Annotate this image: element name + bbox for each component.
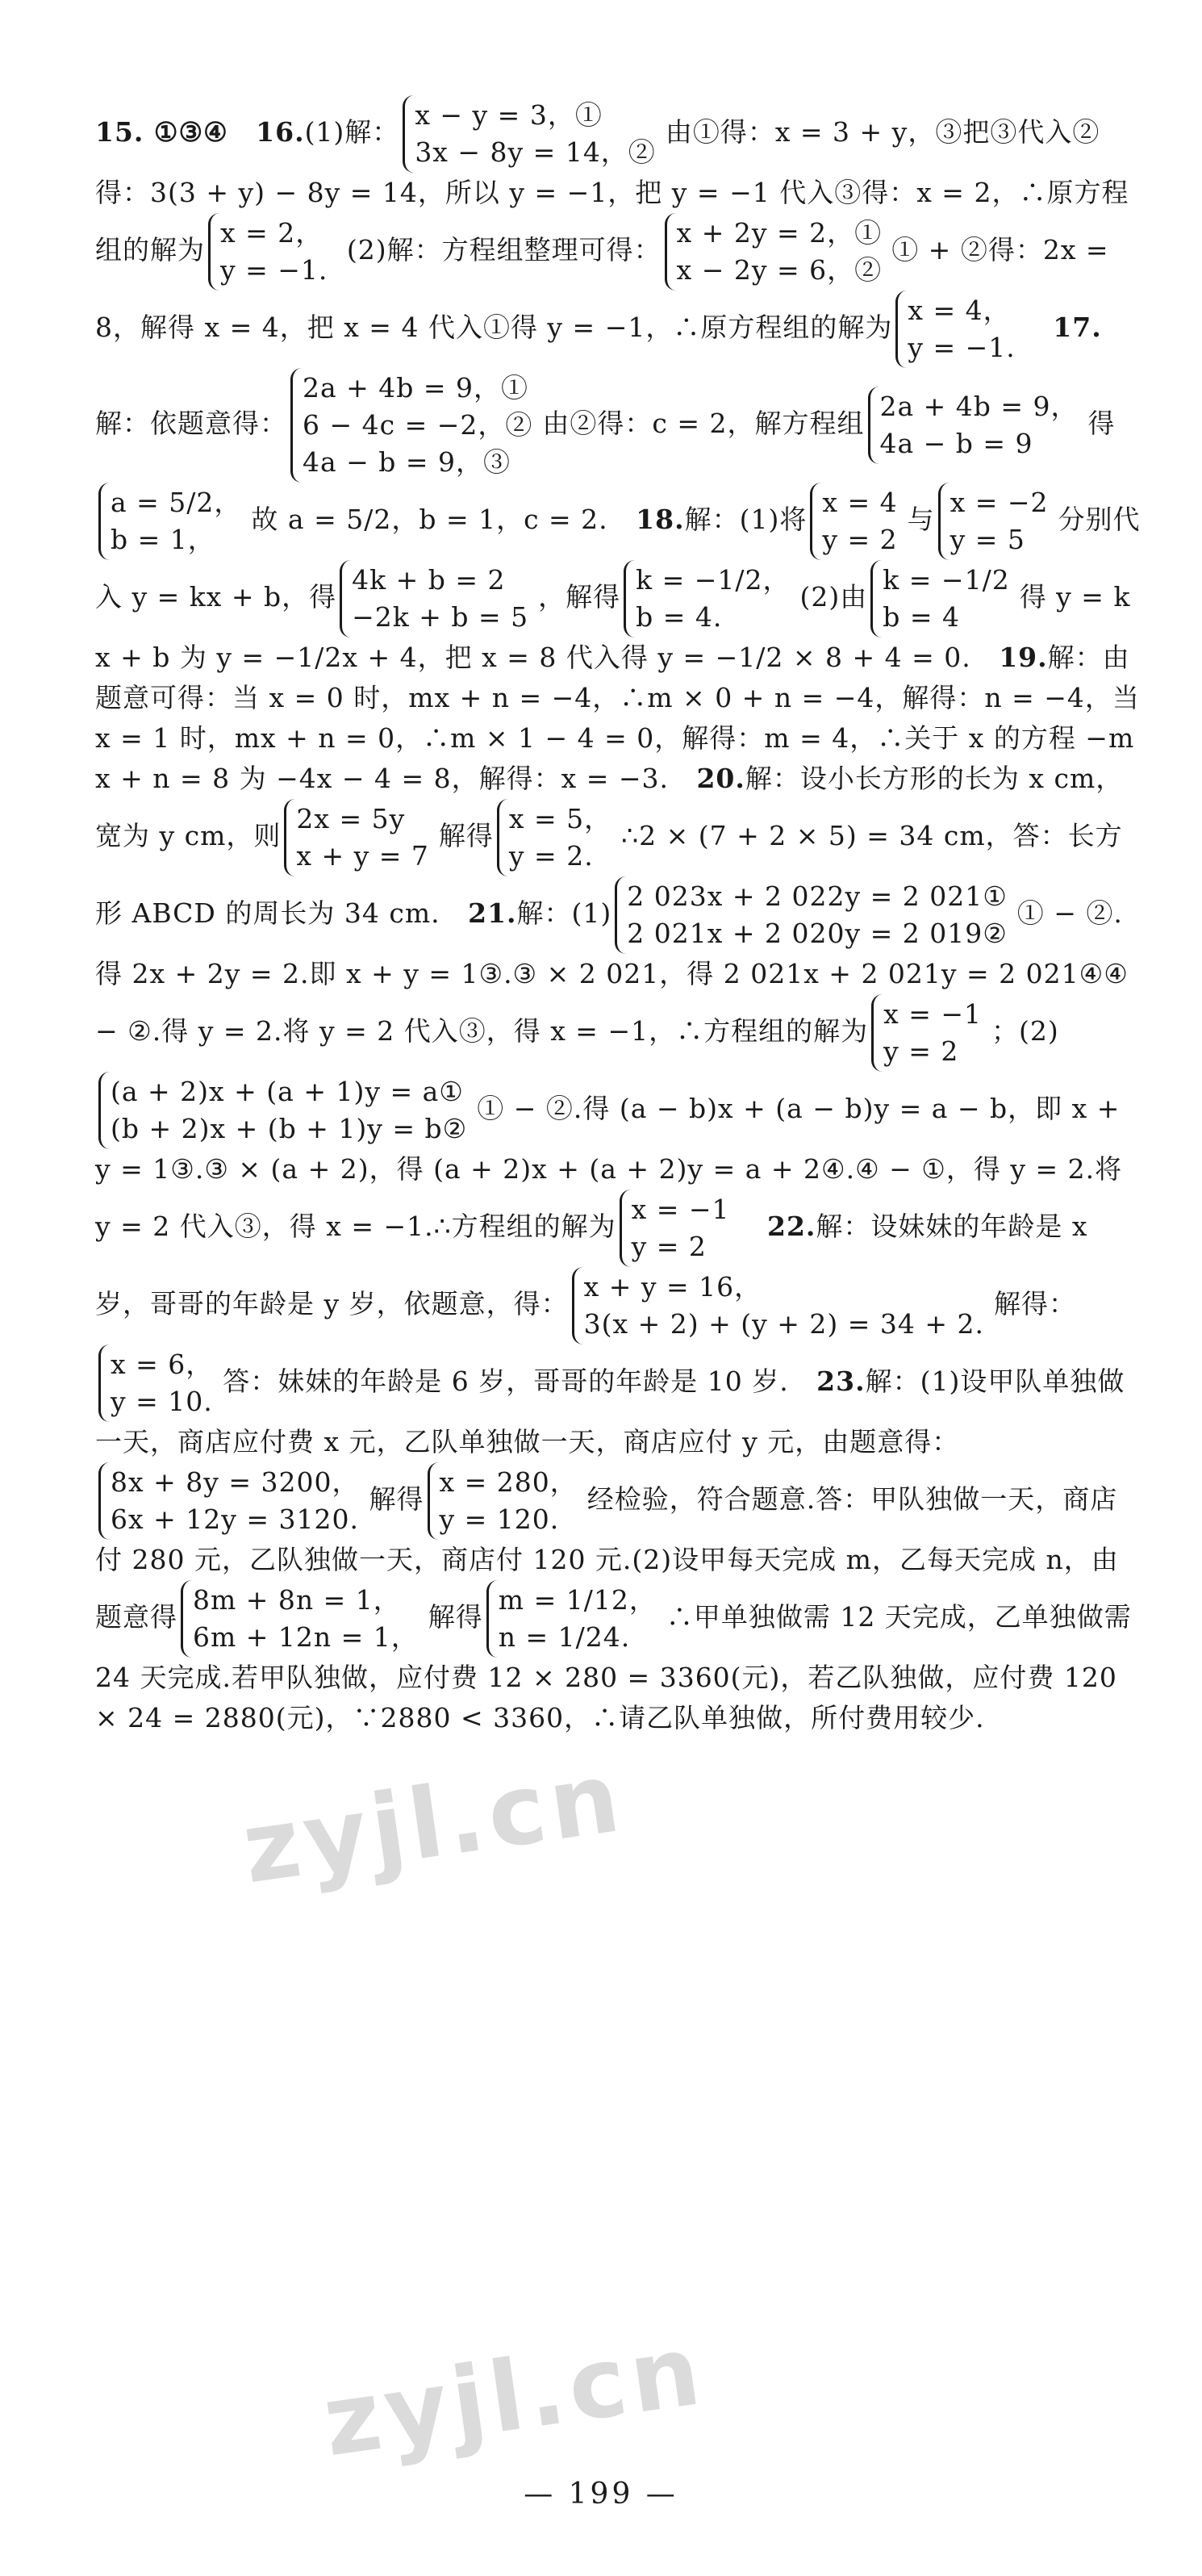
equation-line: b = 4. [636,601,723,633]
equation-line: 8m + 8n = 1， [193,1584,401,1616]
equation-system [340,560,535,638]
equation-line: x = −1 [631,1194,730,1225]
equation-line: b = 1， [111,524,215,555]
answer-21-text: 解：(1) [516,897,612,929]
answer-23-text: 解：(1)设甲队单独做一天，商店应付费 x 元，乙队单独做一天，商店应付 y 元，由题意得： [95,1365,1125,1457]
equation-line: m = 1/12， [498,1584,657,1616]
equation-line: 6m + 12n = 1， [193,1621,419,1653]
equation-line: y = 2 [822,524,898,555]
answer-23-number: 23. [816,1365,866,1397]
equation-line: 2a + 4b = 9，① [303,372,529,404]
solution-system [98,483,248,560]
answer-18-text: (2)由 [799,581,868,613]
answer-16-text: 由①得：x = 3 + y，③把③代入②得：3(3 + y) − 8y = 14，所以 y = −1，把 y = −1 代入③得：x = 2，∴原方程组的解为 [95,116,1129,266]
equation-system [98,1072,474,1149]
equation-line: x + y = 7 [296,840,429,872]
equation-line: x = −1 [883,998,982,1030]
equation-line: 4a − b = 9 [879,428,1033,459]
answer-21-text: ；(2) [991,1015,1059,1047]
answer-18-text: 与 [907,504,935,535]
answer-18-text: ，解得 [538,581,621,613]
equation-line: x + y = 16， [583,1271,762,1303]
answer-18-number: 18. [636,504,685,535]
equation-line: x = 5， [508,803,612,834]
solution-system [624,560,796,638]
equation-system [181,1580,425,1658]
equation-line: 6 − 4c = −2，② [303,409,533,441]
equation-line: (b + 2)x + (b + 1)y = b② [111,1113,468,1144]
solution-system [870,560,1016,638]
answer-16-text: (1)解： [304,116,400,148]
answer-20-text: 解：设小长方形的长为 x cm，宽为 y cm，则 [95,763,1124,851]
equation-line: a = 5/2， [111,487,242,518]
answer-15: 15. ①③④ [95,116,228,148]
equation-line: n = 1/24. [498,1621,631,1653]
answer-23-text: 经检验，符合题意.答：甲队独做一天，商店付 280 元，乙队独做一天，商店付 120 元.(2)设甲每天完成 m，乙每天完成 n，由题意得 [95,1483,1119,1633]
equation-line: x = 4， [908,295,1011,326]
answer-18-text: 得 y = kx + b 为 y = −1/2x + 4，把 x = 8 代入得 y = −1/2 × 8 + 4 = 0. [95,581,1131,673]
equation-line: x = −2 [949,487,1049,518]
answer-16-text: ① + ②得：2x = 8，解得 x = 4，把 x = 4 代入①得 y = −1，∴原方程组的解为 [95,234,1119,343]
solution-system [428,1462,584,1540]
equation-line: y = 2 [631,1231,707,1262]
equation-line: 8x + 8y = 3200， [111,1466,360,1498]
page-number: — 199 — [524,2478,678,2511]
equation-system [615,876,1014,954]
equation-line: 3x − 8y = 14，② [415,136,656,168]
answer-22-text: 答：妹妹的年龄是 6 岁，哥哥的年龄是 10 岁. [223,1365,789,1397]
equation-line: y = −1. [908,332,1016,363]
solution-system [98,1344,219,1422]
equation-line: y = 2 [883,1035,959,1067]
equation-line: (a + 2)x + (a + 1)y = a① [111,1076,464,1107]
answer-16-text: (2)解：方程组整理可得： [346,234,662,266]
answer-18-text: 分别代入 y = kx + b，得 [95,504,1141,613]
solution-system [871,994,988,1072]
equation-line: x = 280， [439,1466,578,1498]
answer-20-text: 解得 [438,820,494,851]
equation-system [572,1267,991,1344]
equation-line: y = 2. [508,840,594,872]
equation-line: x − 2y = 6，② [676,254,883,286]
equation-system [290,368,539,483]
answer-21-number: 21. [468,897,517,929]
solution-system [486,1580,663,1658]
equation-line: x = 6， [111,1349,214,1380]
equation-line: 2x = 5y [296,803,406,834]
answer-18-text: 解：(1)将 [684,504,808,535]
answer-17-text: 故 a = 5/2，b = 1，c = 2. [251,504,608,535]
equation-line: y = 5 [949,524,1025,555]
answer-23-text: 解得 [369,1483,424,1515]
watermark: zyjl.cn [316,2314,712,2479]
solution-system [208,213,334,291]
answer-20-number: 20. [696,763,745,794]
equation-line: −2k + b = 5 [352,601,529,633]
equation-line: b = 4 [883,601,961,633]
solution-system [620,1190,737,1267]
solution-system [895,291,1021,368]
equation-system [665,213,889,291]
watermark: zyjl.cn [236,1741,631,1906]
answer-23-text: ∴甲单独做需 12 天完成，乙单独做需 24 天完成.若甲队独做，应付费 12 × 280 = 3360(元)，若乙队独做，应付费 120 × 24 = 2880(元)，∵2880 < 3360，∴请乙队单独做，所付费用较少. [95,1601,1141,1733]
equation-line: 2 023x + 2 022y = 2 021① [627,880,1008,912]
equation-line: x = 4 [822,487,898,518]
answer-17-number: 17. [1053,312,1102,343]
equation-line: x + 2y = 2，① [676,217,883,249]
equation-line: 3(x + 2) + (y + 2) = 34 + 2. [583,1308,984,1340]
answer-17-text: 解：依题意得： [95,408,287,439]
answer-21-text: ① − ②.得 2x + 2y = 2.即 x + y = 1③.③ × 2 021，得 2 021x + 2 021y = 2 021④④ − ②.得 y = 2.将 y = 2 代入③，得 x = −1，∴方程组的解为 [95,897,1138,1047]
equation-line: 4a − b = 9，③ [303,446,511,478]
point-system [810,483,904,560]
equation-line: y = −1. [220,254,328,286]
equation-line: 6x + 12y = 3120. [111,1503,359,1535]
equation-line: x = 2， [220,217,323,249]
equation-line: y = 10. [111,1386,213,1417]
equation-system [868,387,1085,464]
answer-17-text: 由②得：c = 2，解方程组 [542,408,865,439]
equation-system [403,95,662,173]
answer-19-number: 19. [999,642,1048,673]
equation-line: k = −1/2 [883,564,1010,596]
point-system [938,483,1055,560]
equation-system [98,1462,366,1540]
solution-system [497,799,618,876]
equation-line: k = −1/2， [636,564,791,596]
equation-line: 2a + 4b = 9， [879,391,1079,422]
answer-23-text: 解得 [428,1601,483,1633]
answer-22-number: 22. [767,1211,816,1242]
answer-21-text: ① − ②.得 (a − b)x + (a − b)y = a − b，即 x + y = 1③.③ × (a + 2)，得 (a + 2)x + (a + 2)y = a + 2④.④ − ①，得 y = 2.将 y = 2 代入③，得 x = −1.∴方程组的解为 [95,1093,1132,1242]
equation-line: x − y = 3，① [415,99,603,131]
equation-line: 4k + b = 2 [352,564,506,596]
equation-line: 2 021x + 2 020y = 2 019② [627,918,1008,949]
answer-22-text: 解：设妹妹的年龄是 x 岁，哥哥的年龄是 y 岁，依题意，得： [95,1211,1098,1319]
answer-15-16 [95,95,1150,1738]
answer-19-text: 解：由题意可得：当 x = 0 时，mx + n = −4，∴m × 0 + n = −4，解得：n = −4，当 x = 1 时，mx + n = 0，∴m × 1 − 4 = 0，解得：m = 4，∴关于 x 的方程 −mx + n = 8 为 −4x − 4 = 8，解得：x = −3. [95,642,1150,794]
equation-system [284,799,436,876]
answer-20-text: ∴2 × (7 + 2 × 5) = 34 cm，答：长方形 ABCD 的周长为 34 cm. [95,820,1123,929]
answer-17-text: 得 [1087,408,1116,439]
equation-line: y = 120. [439,1503,560,1535]
answer-16-number: 16. [256,116,305,148]
answer-22-text: 解得： [994,1288,1076,1319]
